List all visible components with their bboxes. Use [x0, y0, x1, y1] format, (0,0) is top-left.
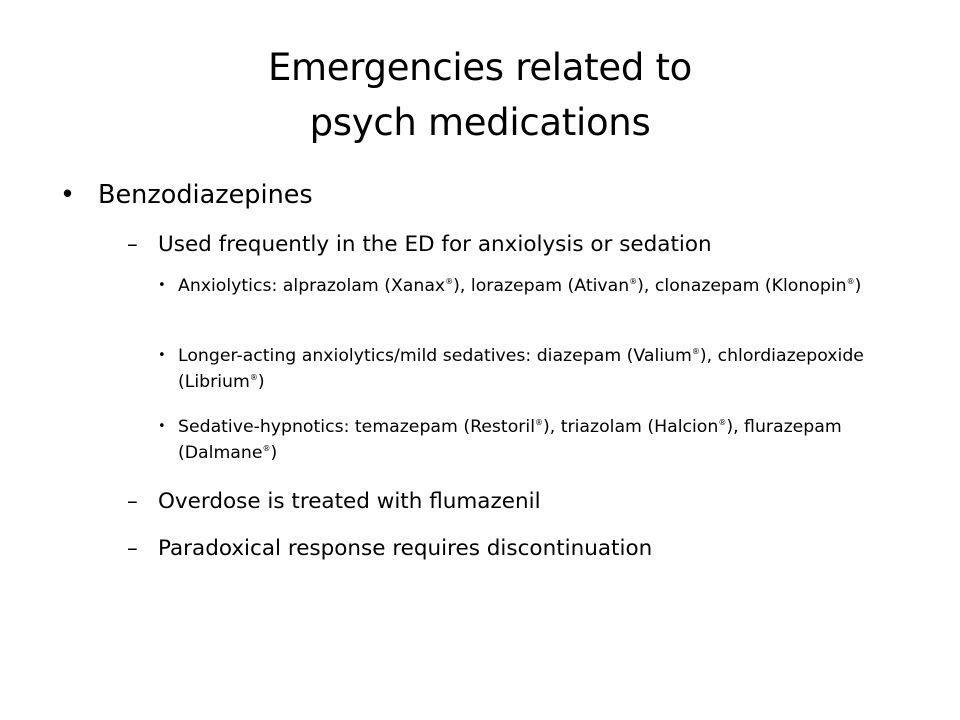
detail-text	[178, 343, 898, 395]
detail-bullet-marker: •	[158, 348, 166, 363]
text-part: ), triazolam (Halcion	[543, 417, 719, 437]
subbullet-text: Paradoxical response requires discontinuation	[158, 536, 653, 561]
bullet-text: Benzodiazepines	[98, 180, 313, 210]
registered-mark: ®	[249, 373, 258, 382]
registered-mark: ®	[535, 418, 543, 427]
subbullet-paradoxical	[127, 534, 652, 564]
registered-mark: ®	[629, 277, 638, 286]
subbullet-ed-use	[127, 230, 712, 260]
bullet-marker: •	[60, 180, 76, 210]
text-part: )	[854, 276, 862, 296]
registered-mark: ®	[445, 277, 454, 286]
dash-marker: –	[127, 232, 138, 257]
detail-text	[178, 273, 898, 299]
detail-text	[178, 414, 898, 466]
registered-mark: ®	[262, 444, 271, 453]
text-part: Sedative-hypnotics: temazepam (Restoril	[178, 417, 535, 437]
registered-mark: ®	[846, 277, 855, 286]
dash-marker: –	[127, 489, 138, 514]
detail-sedative-hypnotics	[158, 414, 898, 466]
registered-mark: ®	[718, 418, 727, 427]
text-part: ), lorazepam (Ativan	[453, 276, 630, 296]
text-part: Anxiolytics: alprazolam (Xanax	[178, 276, 446, 296]
detail-anxiolytics	[158, 273, 898, 299]
detail-bullet-marker: •	[158, 419, 166, 434]
dash-marker: –	[127, 536, 138, 561]
text-part: ), flurazepam (Dalmane	[178, 417, 842, 463]
subbullet-overdose	[127, 487, 541, 517]
title-line-2: psych medications	[309, 101, 651, 144]
text-part: )	[270, 443, 278, 463]
detail-bullet-marker: •	[158, 278, 166, 293]
bullet-benzodiazepines	[60, 177, 313, 213]
text-part: ), chlordiazepoxide (Librium	[178, 346, 864, 392]
registered-mark: ®	[691, 347, 700, 356]
slide-title	[48, 40, 912, 150]
subbullet-text: Overdose is treated with flumazenil	[158, 489, 541, 514]
subbullet-text: Used frequently in the ED for anxiolysis or sedation	[158, 232, 712, 257]
text-part: )	[257, 372, 265, 392]
title-line-1: Emergencies related to	[267, 46, 693, 89]
detail-longer-acting	[158, 343, 898, 395]
text-part: Longer-acting anxiolytics/mild sedatives: diazepam (Valium	[178, 346, 692, 366]
text-part: ), clonazepam (Klonopin	[637, 276, 847, 296]
